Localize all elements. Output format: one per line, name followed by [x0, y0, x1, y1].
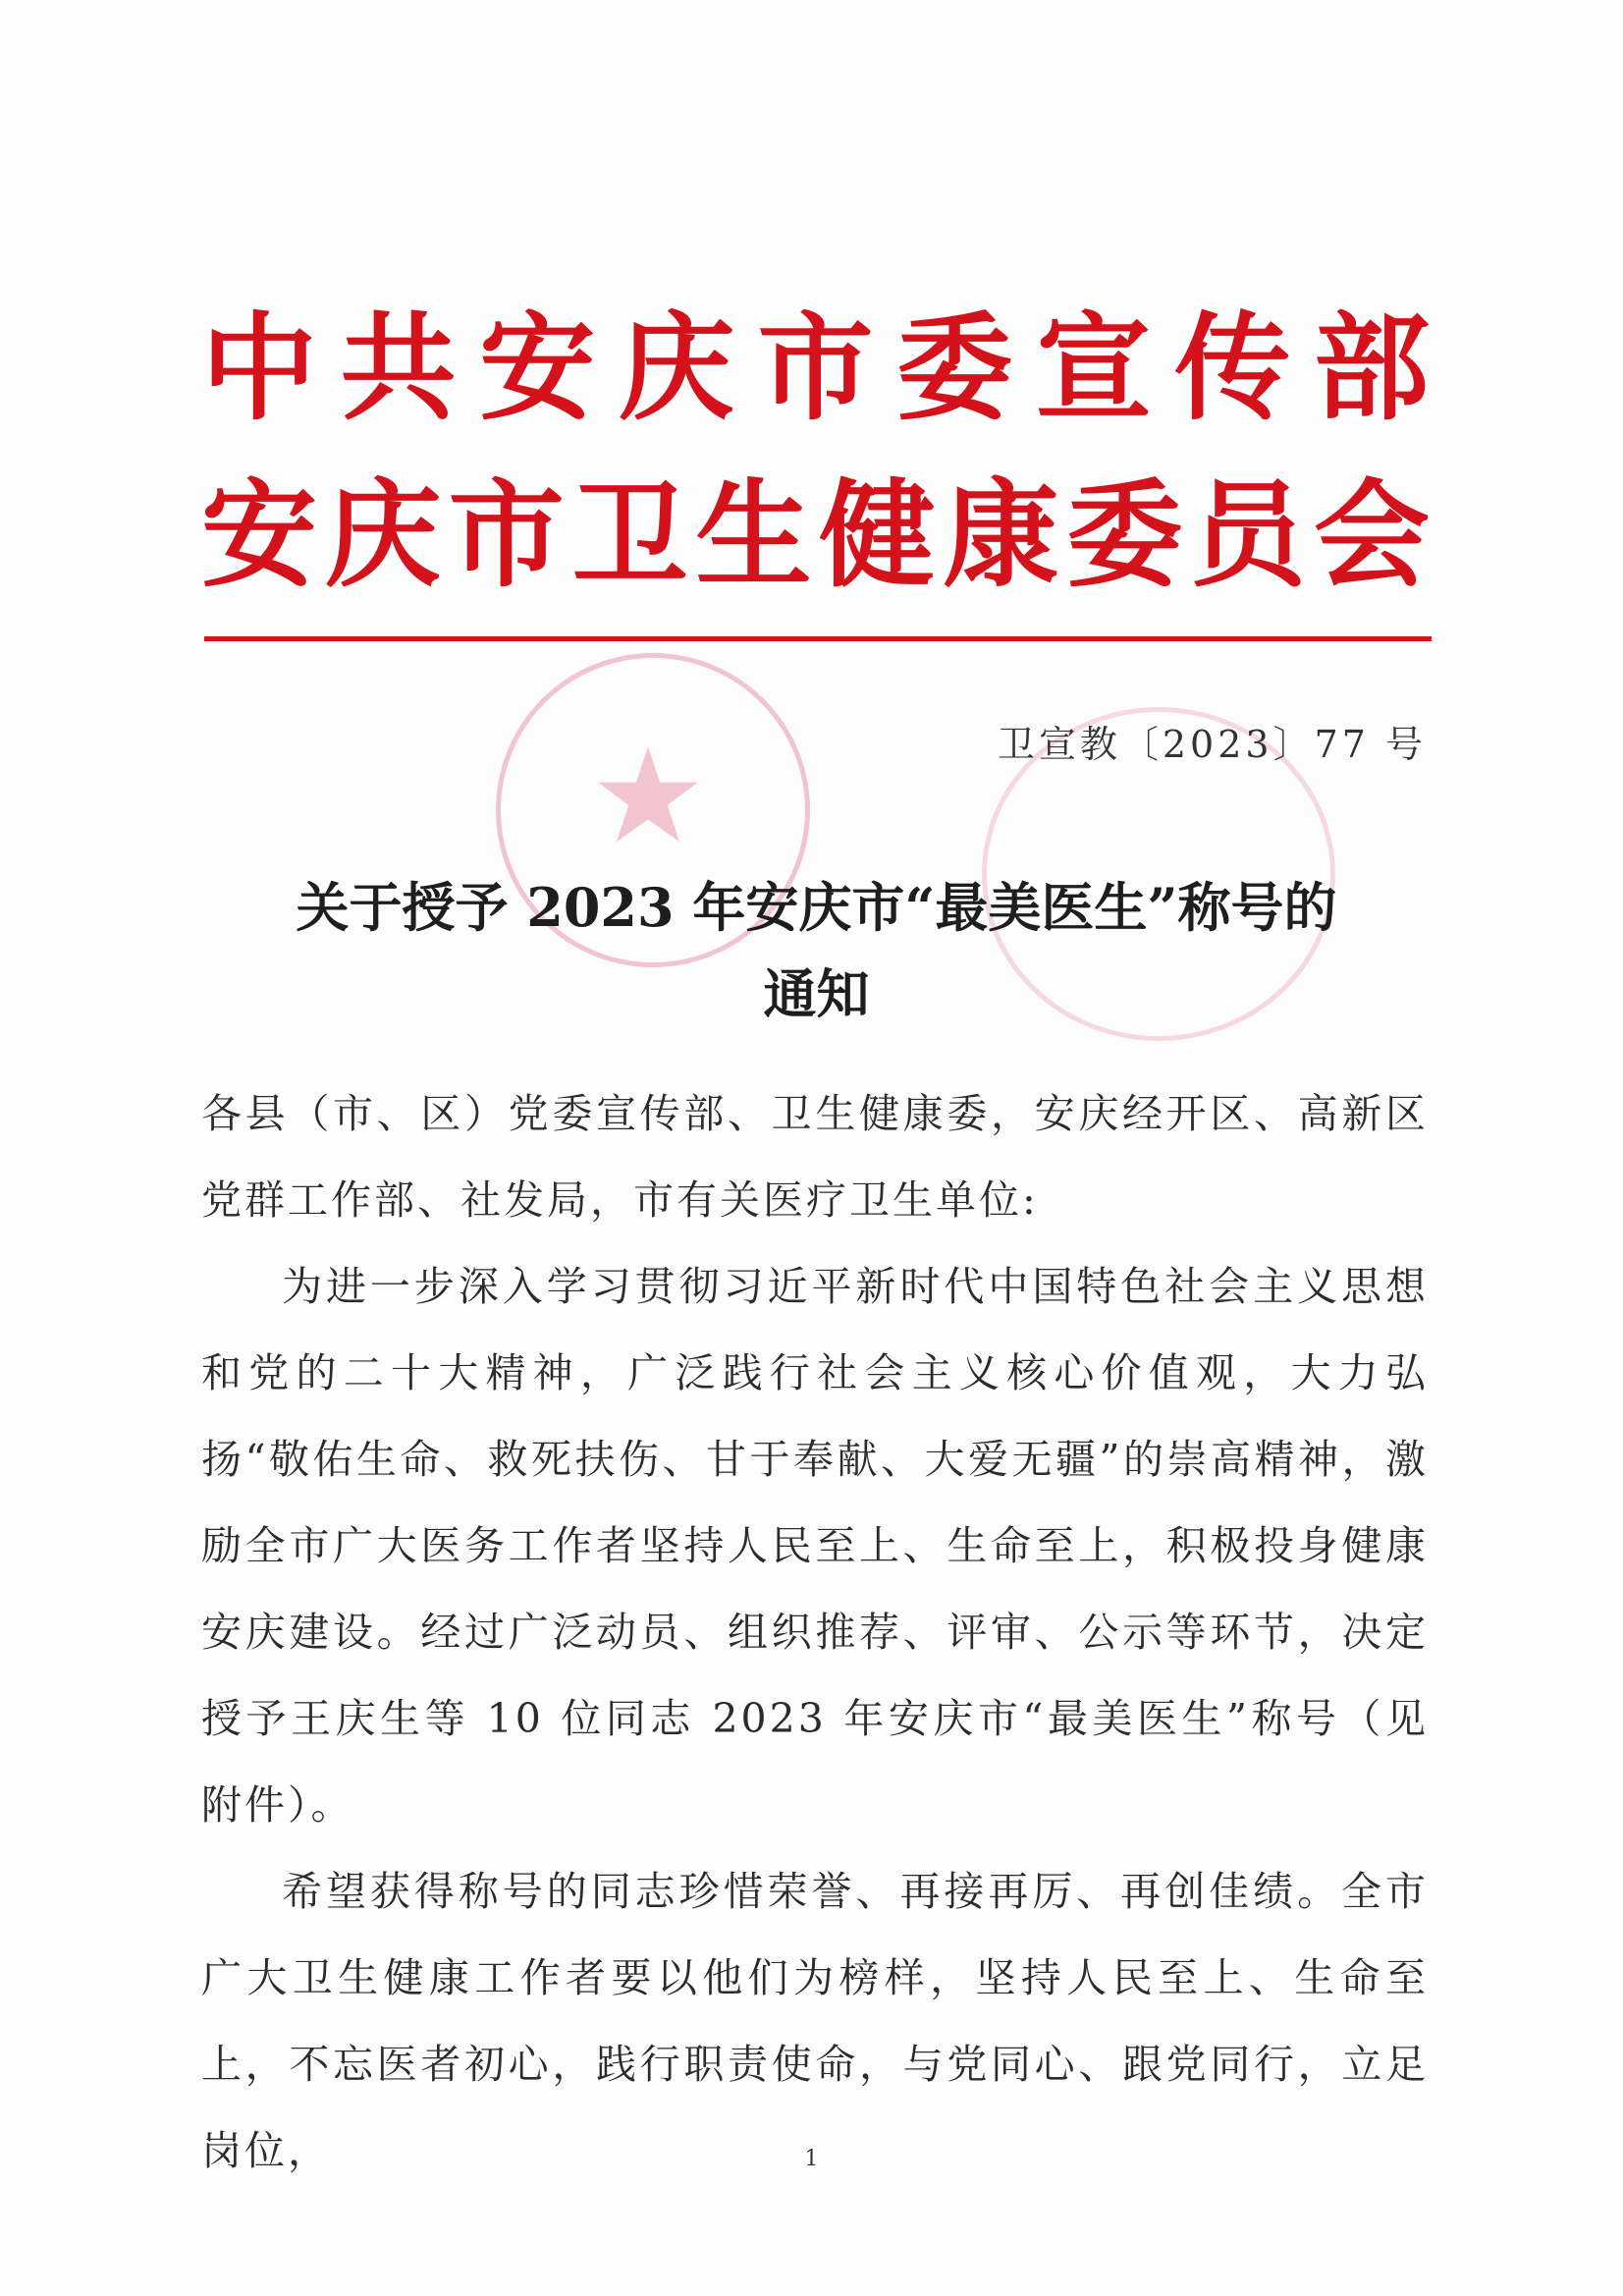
document-title-line-1: 关于授予 2023 年安庆市“最美医生”称号的	[296, 876, 1337, 939]
red-divider-rule	[204, 636, 1432, 641]
body-paragraph-1: 为进一步深入学习贯彻习近平新时代中国特色社会主义思想和党的二十大精神，广泛践行社会主义核心价值观，大力弘扬“敬佑生命、救死扶伤、甘于奉献、大爱无疆”的崇高精神，激励全市广大医务工作者坚持人民至上、生命至上，积极投身健康安庆建设。经过广泛动员、组织推荐、评审、公示等环节，决定授予王庆生等 10 位同志 2023 年安庆市“最美医生”称号（见附件）。	[201, 1263, 1429, 1829]
page-number: 1	[804, 2147, 819, 2171]
issuer-header-line-1: 中共安庆市委宣传部	[201, 301, 1432, 436]
document-title	[201, 864, 1432, 1037]
document-number: 卫宣教〔2023〕77 号	[997, 723, 1427, 766]
issuer-header-line-2: 安庆市卫生健康委员会	[201, 467, 1432, 603]
addressee: 各县（市、区）党委宣传部、卫生健康委，安庆经开区、高新区党群工作部、社发局，市有关医疗卫生单位:	[201, 1090, 1429, 1224]
seal-star-icon	[594, 741, 702, 849]
document-body	[201, 1070, 1429, 2194]
body-paragraph-2: 希望获得称号的同志珍惜荣誉、再接再厉、再创佳绩。全市广大卫生健康工作者要以他们为榜样，坚持人民至上、生命至上，不忘医者初心，践行职责使命，与党同心、跟党同行，立足岗位，	[201, 1868, 1429, 2174]
document-title-line-2: 通知	[763, 962, 870, 1025]
